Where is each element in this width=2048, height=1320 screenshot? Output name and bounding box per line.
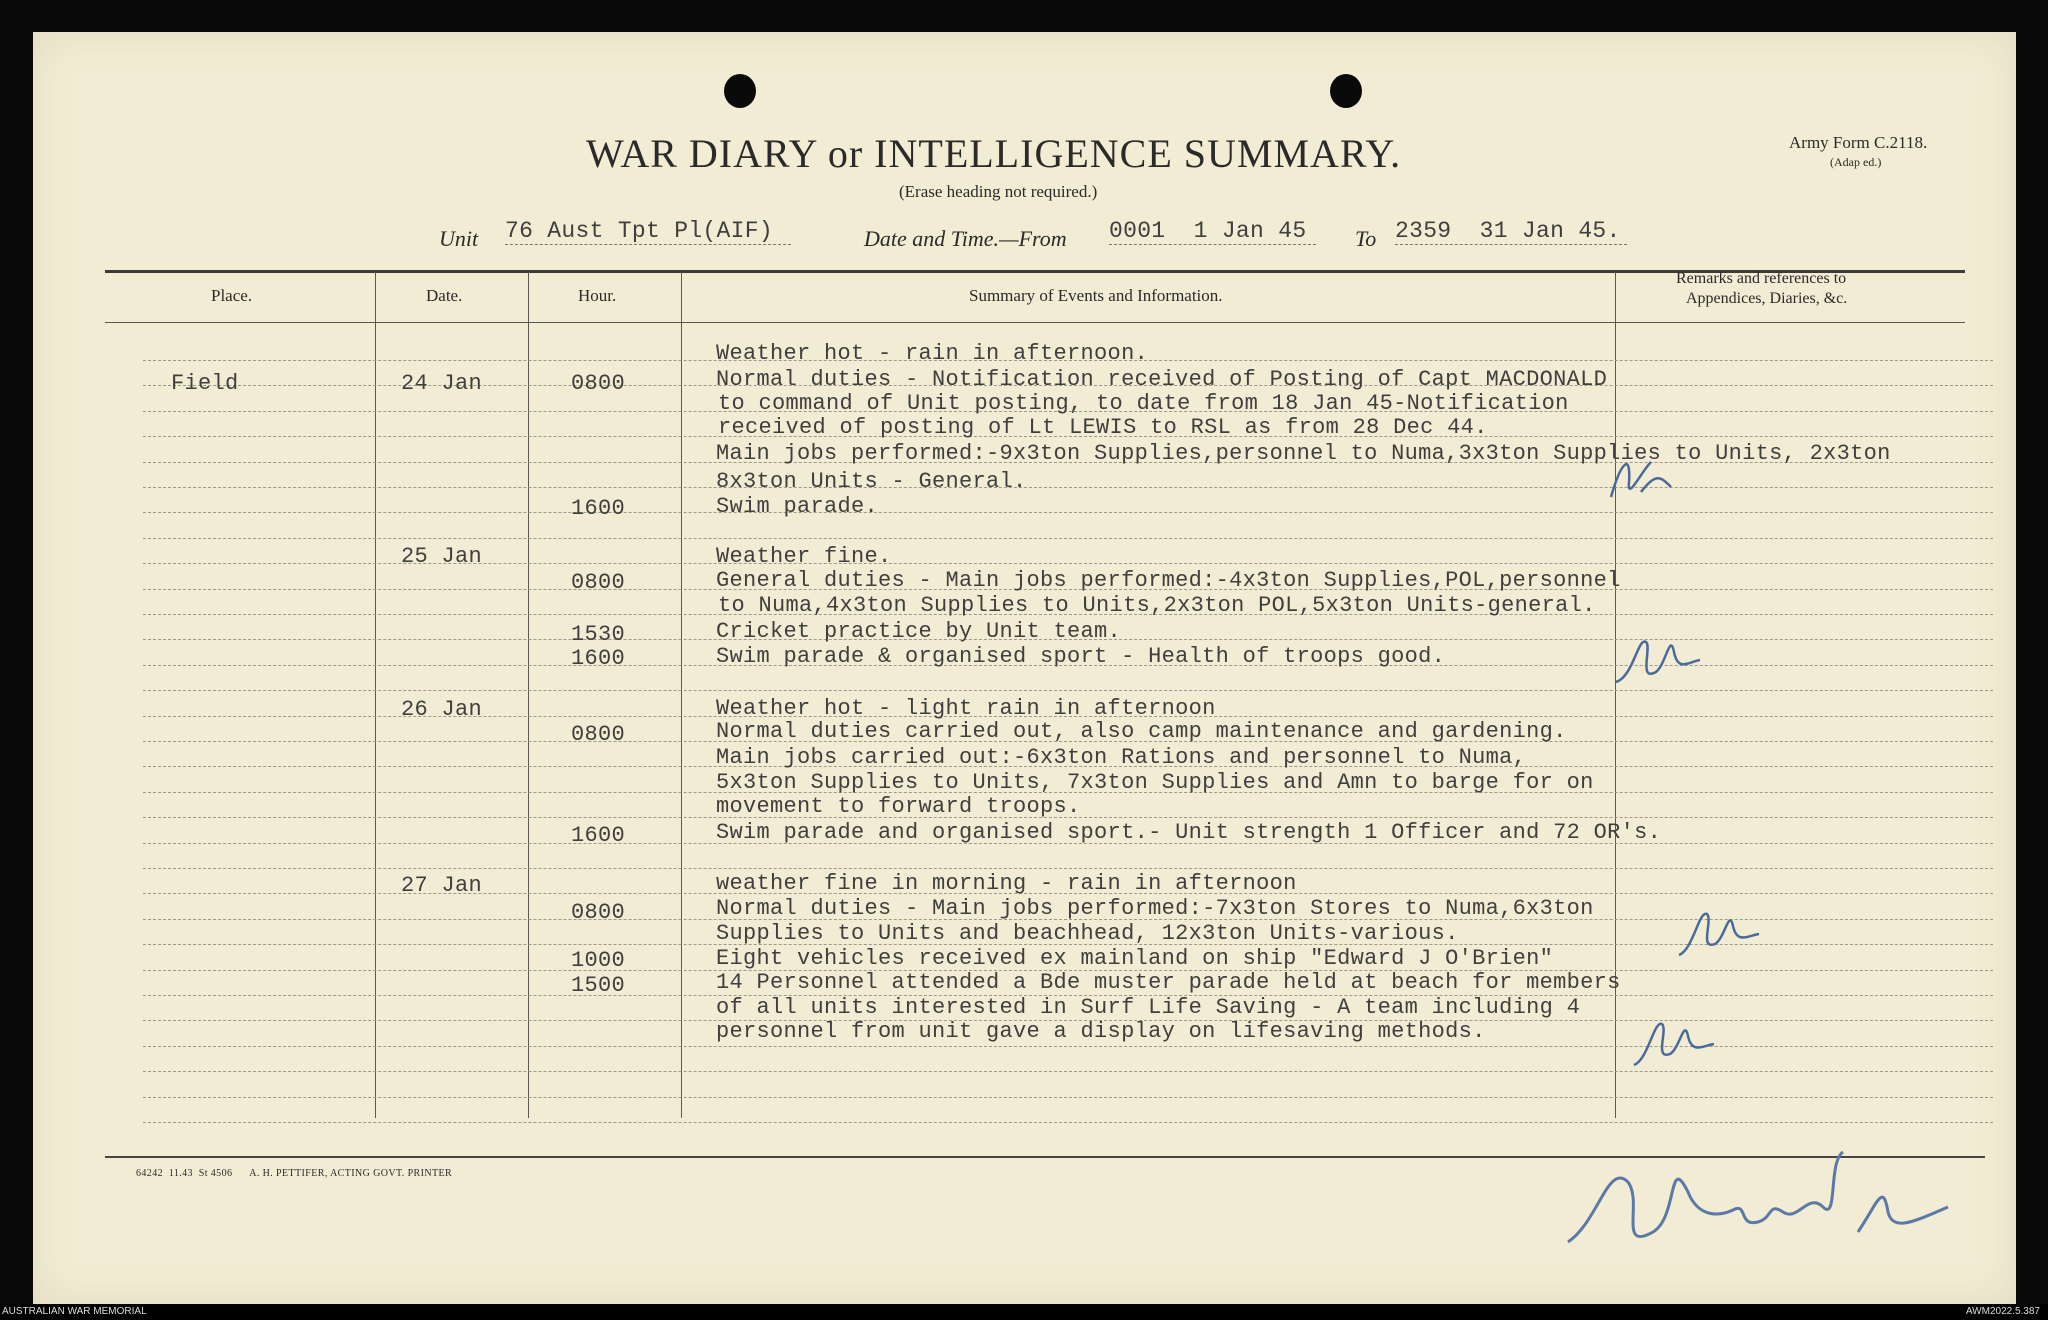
archive-caption: AUSTRALIAN WAR MEMORIAL <box>2 1306 147 1317</box>
summary-line: personnel from unit gave a display on lifesaving methods. <box>716 1019 1486 1044</box>
summary-line: Normal duties carried out, also camp maintenance and gardening. <box>716 719 1567 744</box>
initials-signature <box>1628 1010 1718 1080</box>
summary-line: to Numa,4x3ton Supplies to Units,2x3ton POL,5x3ton Units-general. <box>718 593 1596 618</box>
hour-cell: 1530 <box>571 622 626 647</box>
form-title: WAR DIARY or INTELLIGENCE SUMMARY. <box>586 131 1402 176</box>
summary-line: of all units interested in Surf Life Saving - A team including 4 <box>716 995 1581 1020</box>
ruled-line <box>143 538 1993 539</box>
summary-line: Normal duties - Main jobs performed:-7x3ton Stores to Numa,6x3ton <box>716 896 1594 921</box>
summary-line: Eight vehicles received ex mainland on ship "Edward J O'Brien" <box>716 946 1554 971</box>
summary-line: Weather hot - rain in afternoon. <box>716 341 1149 366</box>
hour-cell: 1600 <box>571 646 626 671</box>
summary-line: 14 Personnel attended a Bde muster parade held at beach for members <box>716 970 1621 995</box>
from-value: 0001 1 Jan 45 <box>1109 218 1316 245</box>
summary-line: Weather hot - light rain in afternoon <box>716 696 1216 721</box>
hour-cell: 0800 <box>571 371 626 396</box>
punch-hole <box>1330 74 1362 108</box>
ruled-line <box>143 487 1993 488</box>
summary-line: weather fine in morning - rain in afternoon <box>716 871 1297 896</box>
summary-line: Normal duties - Notification received of Posting of Capt MACDONALD <box>716 367 1608 392</box>
hour-cell: 1600 <box>571 496 626 521</box>
to-value: 2359 31 Jan 45. <box>1395 218 1627 245</box>
archive-reference: AWM2022.5.387 <box>1965 1306 2040 1317</box>
diary-sheet <box>33 32 2016 1304</box>
column-header-date: Date. <box>426 286 463 305</box>
hour-cell: 0800 <box>571 570 626 595</box>
hour-cell: 1000 <box>571 948 626 973</box>
header-rule <box>105 322 1965 323</box>
punch-hole <box>724 74 756 108</box>
column-header-place: Place. <box>211 286 253 305</box>
column-divider <box>375 272 376 1118</box>
column-divider <box>681 272 682 1118</box>
date-cell: 24 Jan <box>401 371 483 396</box>
summary-line: 8x3ton Units - General. <box>716 469 1027 494</box>
date-cell: 26 Jan <box>401 697 483 722</box>
form-subtitle: (Erase heading not required.) <box>899 182 1098 201</box>
summary-line: General duties - Main jobs performed:-4x3ton Supplies,POL,personnel <box>716 568 1621 593</box>
initials-signature <box>1673 900 1763 970</box>
hour-cell: 1500 <box>571 973 626 998</box>
summary-line: Swim parade & organised sport - Health of troops good. <box>716 644 1446 669</box>
caption-bar <box>0 1304 2048 1320</box>
column-header-hour: Hour. <box>578 286 617 305</box>
summary-line: to command of Unit posting, to date from 18 Jan 45-Notification <box>718 391 1569 416</box>
summary-line: Swim parade. <box>716 494 879 519</box>
summary-line: Swim parade and organised sport.- Unit strength 1 Officer and 72 OR's. <box>716 820 1662 845</box>
place-cell: Field <box>171 371 239 396</box>
hour-cell: 0800 <box>571 900 626 925</box>
summary-line: movement to forward troops. <box>716 794 1081 819</box>
form-number: Army Form C.2118. <box>1789 133 1928 152</box>
ruled-line <box>143 1097 1993 1098</box>
initials-signature <box>1608 622 1708 702</box>
column-header-remarks-1: Remarks and references to <box>1676 270 1847 287</box>
date-cell: 27 Jan <box>401 873 483 898</box>
summary-line: 5x3ton Supplies to Units, 7x3ton Supplies and Amn to barge for on <box>716 770 1594 795</box>
hour-cell: 0800 <box>571 722 626 747</box>
summary-line: received of posting of Lt LEWIS to RSL as from 28 Dec 44. <box>718 415 1488 440</box>
summary-line: Weather fine. <box>716 544 892 569</box>
to-label: To <box>1355 226 1377 251</box>
column-header-summary: Summary of Events and Information. <box>969 286 1223 305</box>
summary-line: Supplies to Units and beachhead, 12x3ton Units-various. <box>716 921 1459 946</box>
printer-imprint: 64242 11.43 St 4506 A. H. PETTIFER, ACTING GOVT. PRINTER <box>136 1168 453 1179</box>
hour-cell: 1600 <box>571 823 626 848</box>
unit-label: Unit <box>439 226 479 251</box>
ruled-line <box>143 868 1993 869</box>
summary-line: Main jobs performed:-9x3ton Supplies,personnel to Numa,3x3ton Supplies to Units, 2x3ton <box>716 441 1891 466</box>
column-header-remarks-2: Appendices, Diaries, &c. <box>1686 290 1848 307</box>
column-divider <box>528 272 529 1118</box>
summary-line: Cricket practice by Unit team. <box>716 619 1122 644</box>
ruled-line <box>143 690 1993 691</box>
form-number-sub: (Adap ed.) <box>1830 155 1882 169</box>
commander-signature <box>1558 1122 1958 1272</box>
summary-line: Main jobs carried out:-6x3ton Rations and personnel to Numa, <box>716 745 1527 770</box>
date-cell: 25 Jan <box>401 544 483 569</box>
initials-signature <box>1601 442 1681 512</box>
date-label: Date and Time.—From <box>864 226 1067 251</box>
unit-value: 76 Aust Tpt Pl(AIF) <box>505 218 791 245</box>
ruled-line <box>143 512 1993 513</box>
